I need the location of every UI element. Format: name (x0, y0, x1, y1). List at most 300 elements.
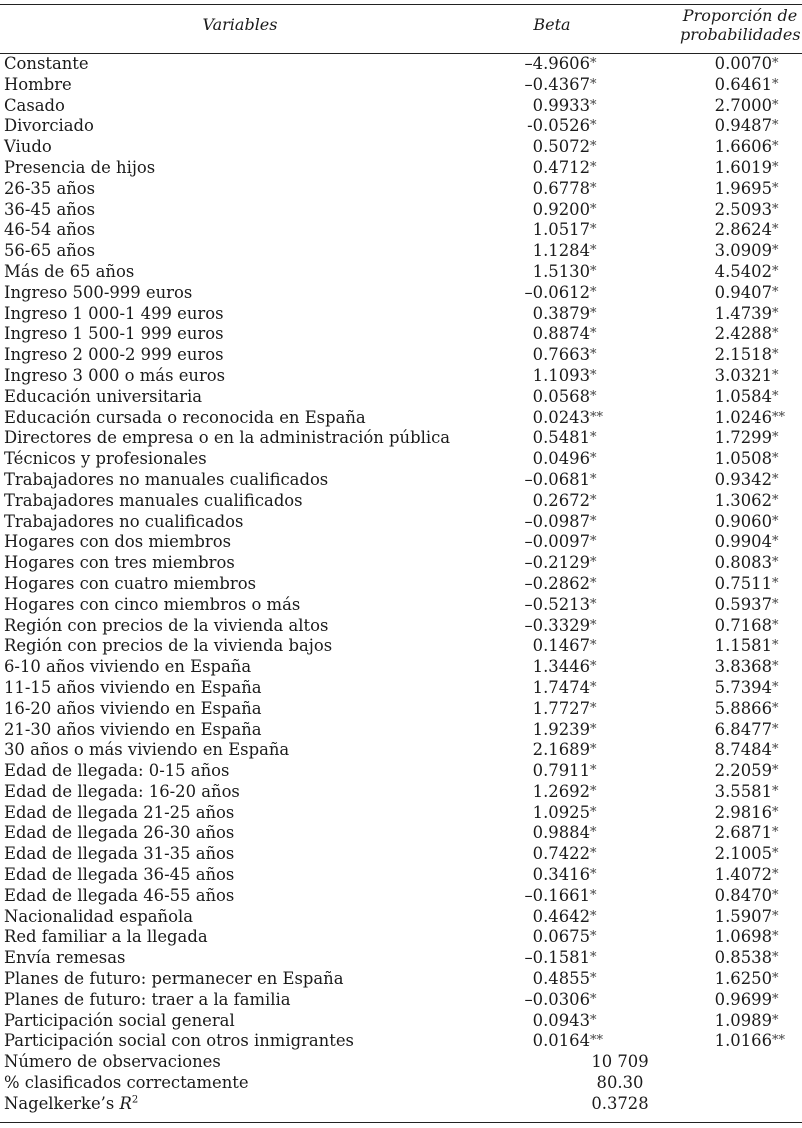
table-row (0, 990, 802, 1011)
beta-number: 0.9933 (532, 95, 590, 115)
r2-symbol: R (119, 1093, 132, 1113)
beta-number: 0.0675 (532, 927, 590, 947)
odds-ratio-value (714, 199, 779, 221)
odds-ratio-value (714, 1031, 785, 1052)
table-row (0, 886, 802, 907)
table-row (0, 907, 802, 928)
odds-ratio-value (714, 261, 779, 283)
odds-significance: * (772, 638, 779, 654)
odds-number: 0.9487 (714, 116, 772, 136)
odds-ratio-value (714, 532, 779, 553)
odds-ratio-value (714, 761, 779, 782)
odds-number: 0.5937 (714, 594, 772, 614)
table-row (0, 803, 802, 824)
table-row (0, 241, 802, 262)
beta-number: 0.7911 (532, 761, 590, 781)
variable-label: Planes de futuro: traer a la familia (4, 989, 291, 1009)
beta-significance: * (590, 347, 597, 363)
summary-label: % clasificados correctamente (4, 1073, 249, 1093)
odds-number: 3.8368 (714, 657, 772, 677)
beta-number: –0.0987 (524, 511, 590, 531)
odds-ratio-value (714, 54, 779, 75)
beta-number: 0.5481 (532, 428, 590, 448)
odds-ratio-value (714, 657, 779, 678)
odds-number: 8.7484 (714, 740, 772, 760)
beta-number: 1.3446 (532, 657, 590, 677)
odds-significance: * (772, 825, 779, 841)
beta-significance: * (590, 596, 597, 612)
odds-significance: * (772, 326, 779, 342)
table-row (0, 574, 802, 595)
odds-significance: ** (772, 1033, 785, 1049)
odds-ratio-value (714, 345, 779, 366)
odds-significance: * (772, 305, 779, 321)
beta-number: 0.8874 (532, 324, 590, 344)
table-row (0, 720, 802, 741)
odds-ratio-value (714, 386, 779, 408)
beta-significance: * (590, 388, 597, 404)
table-row (0, 678, 802, 699)
beta-value (532, 220, 597, 241)
table-row (0, 532, 802, 553)
beta-value (527, 116, 597, 137)
odds-ratio-value (714, 865, 779, 886)
odds-significance: * (772, 347, 779, 363)
variable-label: 26-35 años (4, 178, 96, 198)
odds-ratio-value (714, 1010, 779, 1032)
beta-significance: * (590, 1012, 597, 1028)
beta-value (532, 178, 597, 200)
beta-number: 1.7727 (532, 698, 590, 718)
odds-ratio-value (714, 324, 779, 345)
odds-ratio-value (714, 241, 779, 262)
table-row (0, 428, 802, 449)
odds-ratio-value (714, 365, 779, 387)
beta-value (532, 490, 597, 512)
odds-ratio-value (714, 844, 779, 865)
beta-value (532, 407, 603, 429)
variable-label: Región con precios de la vivienda altos (4, 615, 329, 635)
odds-number: 0.8538 (714, 948, 772, 968)
variable-label: Trabajadores manuales cualificados (4, 490, 303, 510)
odds-ratio-value (714, 636, 779, 657)
odds-ratio-value (714, 677, 779, 699)
table-row (0, 96, 802, 117)
odds-number: 0.9904 (714, 532, 772, 552)
beta-significance: * (590, 201, 597, 217)
beta-significance: * (590, 326, 597, 342)
beta-number: 1.9239 (532, 719, 590, 739)
variable-label: Edad de llegada 31-35 años (4, 844, 235, 864)
beta-significance: * (590, 617, 597, 633)
odds-significance: * (772, 929, 779, 945)
beta-number: 1.5130 (532, 261, 590, 281)
odds-significance: * (772, 492, 779, 508)
variable-label: Viudo (4, 137, 52, 157)
odds-significance: * (772, 617, 779, 633)
variable-label: Región con precios de la vivienda bajos (4, 636, 333, 656)
beta-value (532, 95, 597, 117)
odds-significance: * (772, 763, 779, 779)
beta-value (532, 1010, 597, 1032)
table-row (0, 927, 802, 948)
odds-significance: * (772, 222, 779, 238)
table-row (0, 823, 802, 844)
variable-label: 36-45 años (4, 199, 96, 219)
beta-significance: * (590, 971, 597, 987)
odds-significance: * (772, 180, 779, 196)
r2-exponent: 2 (131, 1094, 139, 1106)
table-row (0, 553, 802, 574)
beta-value (524, 54, 597, 75)
table-row (0, 304, 802, 325)
table-row (0, 54, 802, 75)
table-top-rule (0, 4, 802, 5)
beta-significance: * (590, 263, 597, 279)
variable-label: Edad de llegada 46-55 años (4, 885, 235, 905)
variable-label: Ingreso 1 500-1 999 euros (4, 324, 224, 344)
beta-value (532, 345, 597, 366)
odds-ratio-value (714, 781, 779, 803)
beta-number: 1.1284 (532, 241, 590, 261)
variable-label: 21-30 años viviendo en España (4, 719, 262, 739)
variable-label: Constante (4, 54, 89, 73)
beta-number: 2.1689 (532, 740, 590, 760)
odds-ratio-value (714, 594, 779, 616)
odds-ratio-value (714, 220, 779, 241)
odds-number: 1.0166 (714, 1031, 772, 1051)
beta-significance: * (590, 56, 597, 71)
odds-number: 0.9407 (714, 282, 772, 302)
odds-significance: * (772, 243, 779, 259)
beta-number: –0.2862 (524, 573, 590, 593)
variable-label: Trabajadores no cualificados (4, 511, 244, 531)
beta-significance: * (590, 451, 597, 467)
beta-number: 0.0496 (532, 449, 590, 469)
beta-value (532, 761, 597, 782)
summary-row (0, 1052, 802, 1073)
beta-value (532, 781, 597, 803)
variable-label: Divorciado (4, 116, 94, 136)
odds-number: 2.9816 (714, 802, 772, 822)
beta-value (532, 844, 597, 865)
beta-significance: * (590, 887, 597, 903)
table-row (0, 408, 802, 429)
beta-number: –0.0612 (524, 282, 590, 302)
beta-value (532, 636, 597, 657)
odds-number: 0.0070 (714, 54, 772, 73)
odds-significance: ** (772, 409, 785, 425)
beta-number: -0.0526 (527, 116, 590, 136)
header-proportion-line1: Proporción de (682, 6, 798, 25)
beta-value (524, 948, 597, 969)
header-proportion (680, 6, 800, 44)
odds-significance: * (772, 97, 779, 113)
beta-value (532, 261, 597, 283)
beta-number: 0.0568 (532, 386, 590, 406)
beta-value (524, 553, 597, 574)
odds-number: 2.1518 (714, 345, 772, 365)
variable-label: 46-54 años (4, 220, 96, 240)
table-row (0, 449, 802, 470)
odds-significance: * (772, 700, 779, 716)
odds-ratio-value (714, 74, 779, 96)
odds-significance: * (772, 575, 779, 591)
beta-number: 0.3879 (532, 303, 590, 323)
beta-significance: * (590, 575, 597, 591)
table-row (0, 158, 802, 179)
variable-label: Directores de empresa o en la administración pública (4, 428, 451, 448)
odds-number: 2.4288 (714, 324, 772, 344)
beta-number: –0.4367 (524, 74, 590, 94)
beta-number: 0.9884 (532, 823, 590, 843)
beta-number: 0.5072 (532, 137, 590, 157)
table-row (0, 345, 802, 366)
beta-number: 1.2692 (532, 781, 590, 801)
summary-row-r2 (0, 1094, 802, 1115)
variable-label: Participación social con otros inmigrantes (4, 1031, 354, 1051)
beta-significance: * (590, 243, 597, 259)
table-row (0, 366, 802, 387)
variable-label: Red familiar a la llegada (4, 927, 208, 947)
table-row (0, 761, 802, 782)
odds-ratio-value (714, 116, 779, 137)
beta-value (532, 865, 597, 886)
variable-label: Edad de llegada 26-30 años (4, 823, 235, 843)
odds-number: 5.7394 (714, 677, 772, 697)
odds-significance: * (772, 76, 779, 92)
variable-label: 56-65 años (4, 241, 96, 261)
odds-number: 1.6250 (714, 969, 772, 989)
table-row (0, 1011, 802, 1032)
beta-significance: * (590, 908, 597, 924)
beta-significance: * (590, 950, 597, 966)
beta-value (532, 428, 597, 449)
odds-number: 3.0321 (714, 365, 772, 385)
odds-significance: * (772, 867, 779, 883)
odds-number: 1.5907 (714, 906, 772, 926)
beta-number: 1.0925 (532, 802, 590, 822)
odds-number: 1.0584 (714, 386, 772, 406)
table-row (0, 657, 802, 678)
beta-number: –0.0681 (524, 469, 590, 489)
odds-ratio-value (714, 927, 779, 948)
table-row (0, 699, 802, 720)
odds-significance: * (772, 596, 779, 612)
beta-significance: * (590, 763, 597, 779)
odds-number: 1.6019 (714, 157, 772, 177)
table-row (0, 782, 802, 803)
odds-significance: * (772, 388, 779, 404)
odds-significance: * (772, 118, 779, 134)
beta-significance: * (590, 534, 597, 550)
beta-significance: * (590, 991, 597, 1007)
odds-ratio-value (714, 449, 779, 470)
beta-number: 1.1093 (532, 365, 590, 385)
beta-number: –0.3329 (524, 615, 590, 635)
table-row (0, 595, 802, 616)
odds-significance: * (772, 430, 779, 446)
odds-ratio-value (714, 948, 779, 969)
table-row (0, 470, 802, 491)
odds-number: 2.2059 (714, 761, 772, 781)
variable-label: Técnicos y profesionales (4, 449, 207, 469)
odds-number: 0.9342 (714, 469, 772, 489)
odds-number: 1.4739 (714, 303, 772, 323)
beta-number: –0.0097 (524, 532, 590, 552)
variable-label: Educación universitaria (4, 386, 203, 406)
beta-number: –4.9606 (524, 54, 590, 73)
odds-significance: * (772, 991, 779, 1007)
odds-ratio-value (714, 469, 779, 491)
beta-value (524, 532, 597, 553)
beta-value (532, 740, 597, 761)
odds-number: 0.6461 (714, 74, 772, 94)
variable-label: Trabajadores no manuales cualificados (4, 469, 329, 489)
beta-significance: * (590, 284, 597, 300)
beta-value (532, 677, 597, 699)
beta-value (532, 303, 597, 325)
table-row (0, 387, 802, 408)
odds-number: 0.7511 (714, 573, 772, 593)
beta-value (532, 199, 597, 221)
variable-label: Ingreso 500-999 euros (4, 282, 193, 302)
beta-number: 0.1467 (532, 636, 590, 656)
beta-significance: * (590, 139, 597, 155)
beta-significance: * (590, 742, 597, 758)
beta-value (524, 469, 597, 491)
odds-number: 1.3062 (714, 490, 772, 510)
odds-ratio-value (714, 428, 779, 449)
beta-number: –0.5213 (524, 594, 590, 614)
beta-value (532, 698, 597, 720)
odds-significance: * (772, 679, 779, 695)
odds-significance: * (772, 804, 779, 820)
beta-number: –0.0306 (524, 989, 590, 1009)
beta-significance: * (590, 679, 597, 695)
odds-number: 3.0909 (714, 241, 772, 261)
odds-number: 1.7299 (714, 428, 772, 448)
beta-value (532, 719, 597, 741)
beta-number: –0.1581 (524, 948, 590, 968)
beta-value (524, 594, 597, 616)
beta-significance: * (590, 222, 597, 238)
odds-significance: * (772, 1012, 779, 1028)
odds-number: 5.8866 (714, 698, 772, 718)
variable-label: Edad de llegada 21-25 años (4, 802, 235, 822)
variable-label: Ingreso 3 000 o más euros (4, 365, 226, 385)
beta-value (524, 511, 597, 533)
odds-number: 0.9060 (714, 511, 772, 531)
beta-significance: ** (590, 409, 603, 425)
odds-number: 0.9699 (714, 989, 772, 1009)
beta-significance: * (590, 471, 597, 487)
variable-label: Hombre (4, 74, 72, 94)
table-row (0, 948, 802, 969)
variable-label: 30 años o más viviendo en España (4, 740, 290, 760)
beta-value (524, 885, 597, 907)
beta-significance: * (590, 700, 597, 716)
beta-value (532, 823, 597, 844)
odds-significance: * (772, 139, 779, 155)
beta-number: 0.7422 (532, 844, 590, 864)
beta-significance: * (590, 367, 597, 383)
odds-significance: * (772, 56, 779, 71)
odds-ratio-value (714, 303, 779, 325)
odds-ratio-value (714, 802, 779, 824)
beta-value (524, 989, 597, 1011)
beta-number: 0.0243 (532, 407, 590, 427)
summary-row (0, 1073, 802, 1094)
beta-number: 0.6778 (532, 178, 590, 198)
odds-significance: * (772, 950, 779, 966)
odds-significance: * (772, 742, 779, 758)
beta-significance: * (590, 783, 597, 799)
variable-label: Educación cursada o reconocida en España (4, 407, 366, 427)
odds-number: 2.6871 (714, 823, 772, 843)
table-row (0, 636, 802, 657)
beta-value (532, 969, 597, 990)
beta-significance: * (590, 804, 597, 820)
beta-significance: * (590, 159, 597, 175)
odds-number: 1.0508 (714, 449, 772, 469)
odds-ratio-value (714, 906, 779, 928)
odds-number: 1.9695 (714, 178, 772, 198)
table-row (0, 616, 802, 637)
odds-significance: * (772, 846, 779, 862)
variable-label: 11-15 años viviendo en España (4, 677, 262, 697)
beta-value (532, 927, 597, 948)
beta-value (532, 365, 597, 387)
beta-significance: * (590, 555, 597, 571)
odds-number: 3.5581 (714, 781, 772, 801)
odds-ratio-value (714, 719, 779, 741)
r2-value: 0.3728 (591, 1093, 649, 1113)
beta-value (532, 157, 597, 179)
table-row (0, 324, 802, 345)
odds-ratio-value (714, 282, 779, 304)
beta-value (524, 615, 597, 637)
beta-value (532, 906, 597, 928)
odds-ratio-value (714, 511, 779, 533)
odds-number: 1.4072 (714, 865, 772, 885)
r2-label (4, 1094, 138, 1115)
odds-number: 6.8477 (714, 719, 772, 739)
beta-significance: * (590, 659, 597, 675)
summary-label: Número de observaciones (4, 1052, 221, 1072)
variable-label: Hogares con dos miembros (4, 532, 232, 552)
odds-number: 2.7000 (714, 95, 772, 115)
odds-ratio-value (714, 969, 779, 990)
beta-number: 0.9200 (532, 199, 590, 219)
beta-significance: * (590, 929, 597, 945)
odds-number: 2.1005 (714, 844, 772, 864)
odds-ratio-value (714, 157, 779, 179)
beta-significance: * (590, 867, 597, 883)
odds-ratio-value (714, 553, 779, 574)
table-row (0, 491, 802, 512)
table-row (0, 865, 802, 886)
beta-number: 0.2672 (532, 490, 590, 510)
odds-number: 0.7168 (714, 615, 772, 635)
table-row (0, 283, 802, 304)
variable-label: Ingreso 2 000-2 999 euros (4, 345, 224, 365)
variable-label: Edad de llegada: 0-15 años (4, 761, 230, 781)
table-row (0, 200, 802, 221)
odds-number: 1.6606 (714, 137, 772, 157)
beta-value (532, 241, 597, 262)
odds-significance: * (772, 263, 779, 279)
